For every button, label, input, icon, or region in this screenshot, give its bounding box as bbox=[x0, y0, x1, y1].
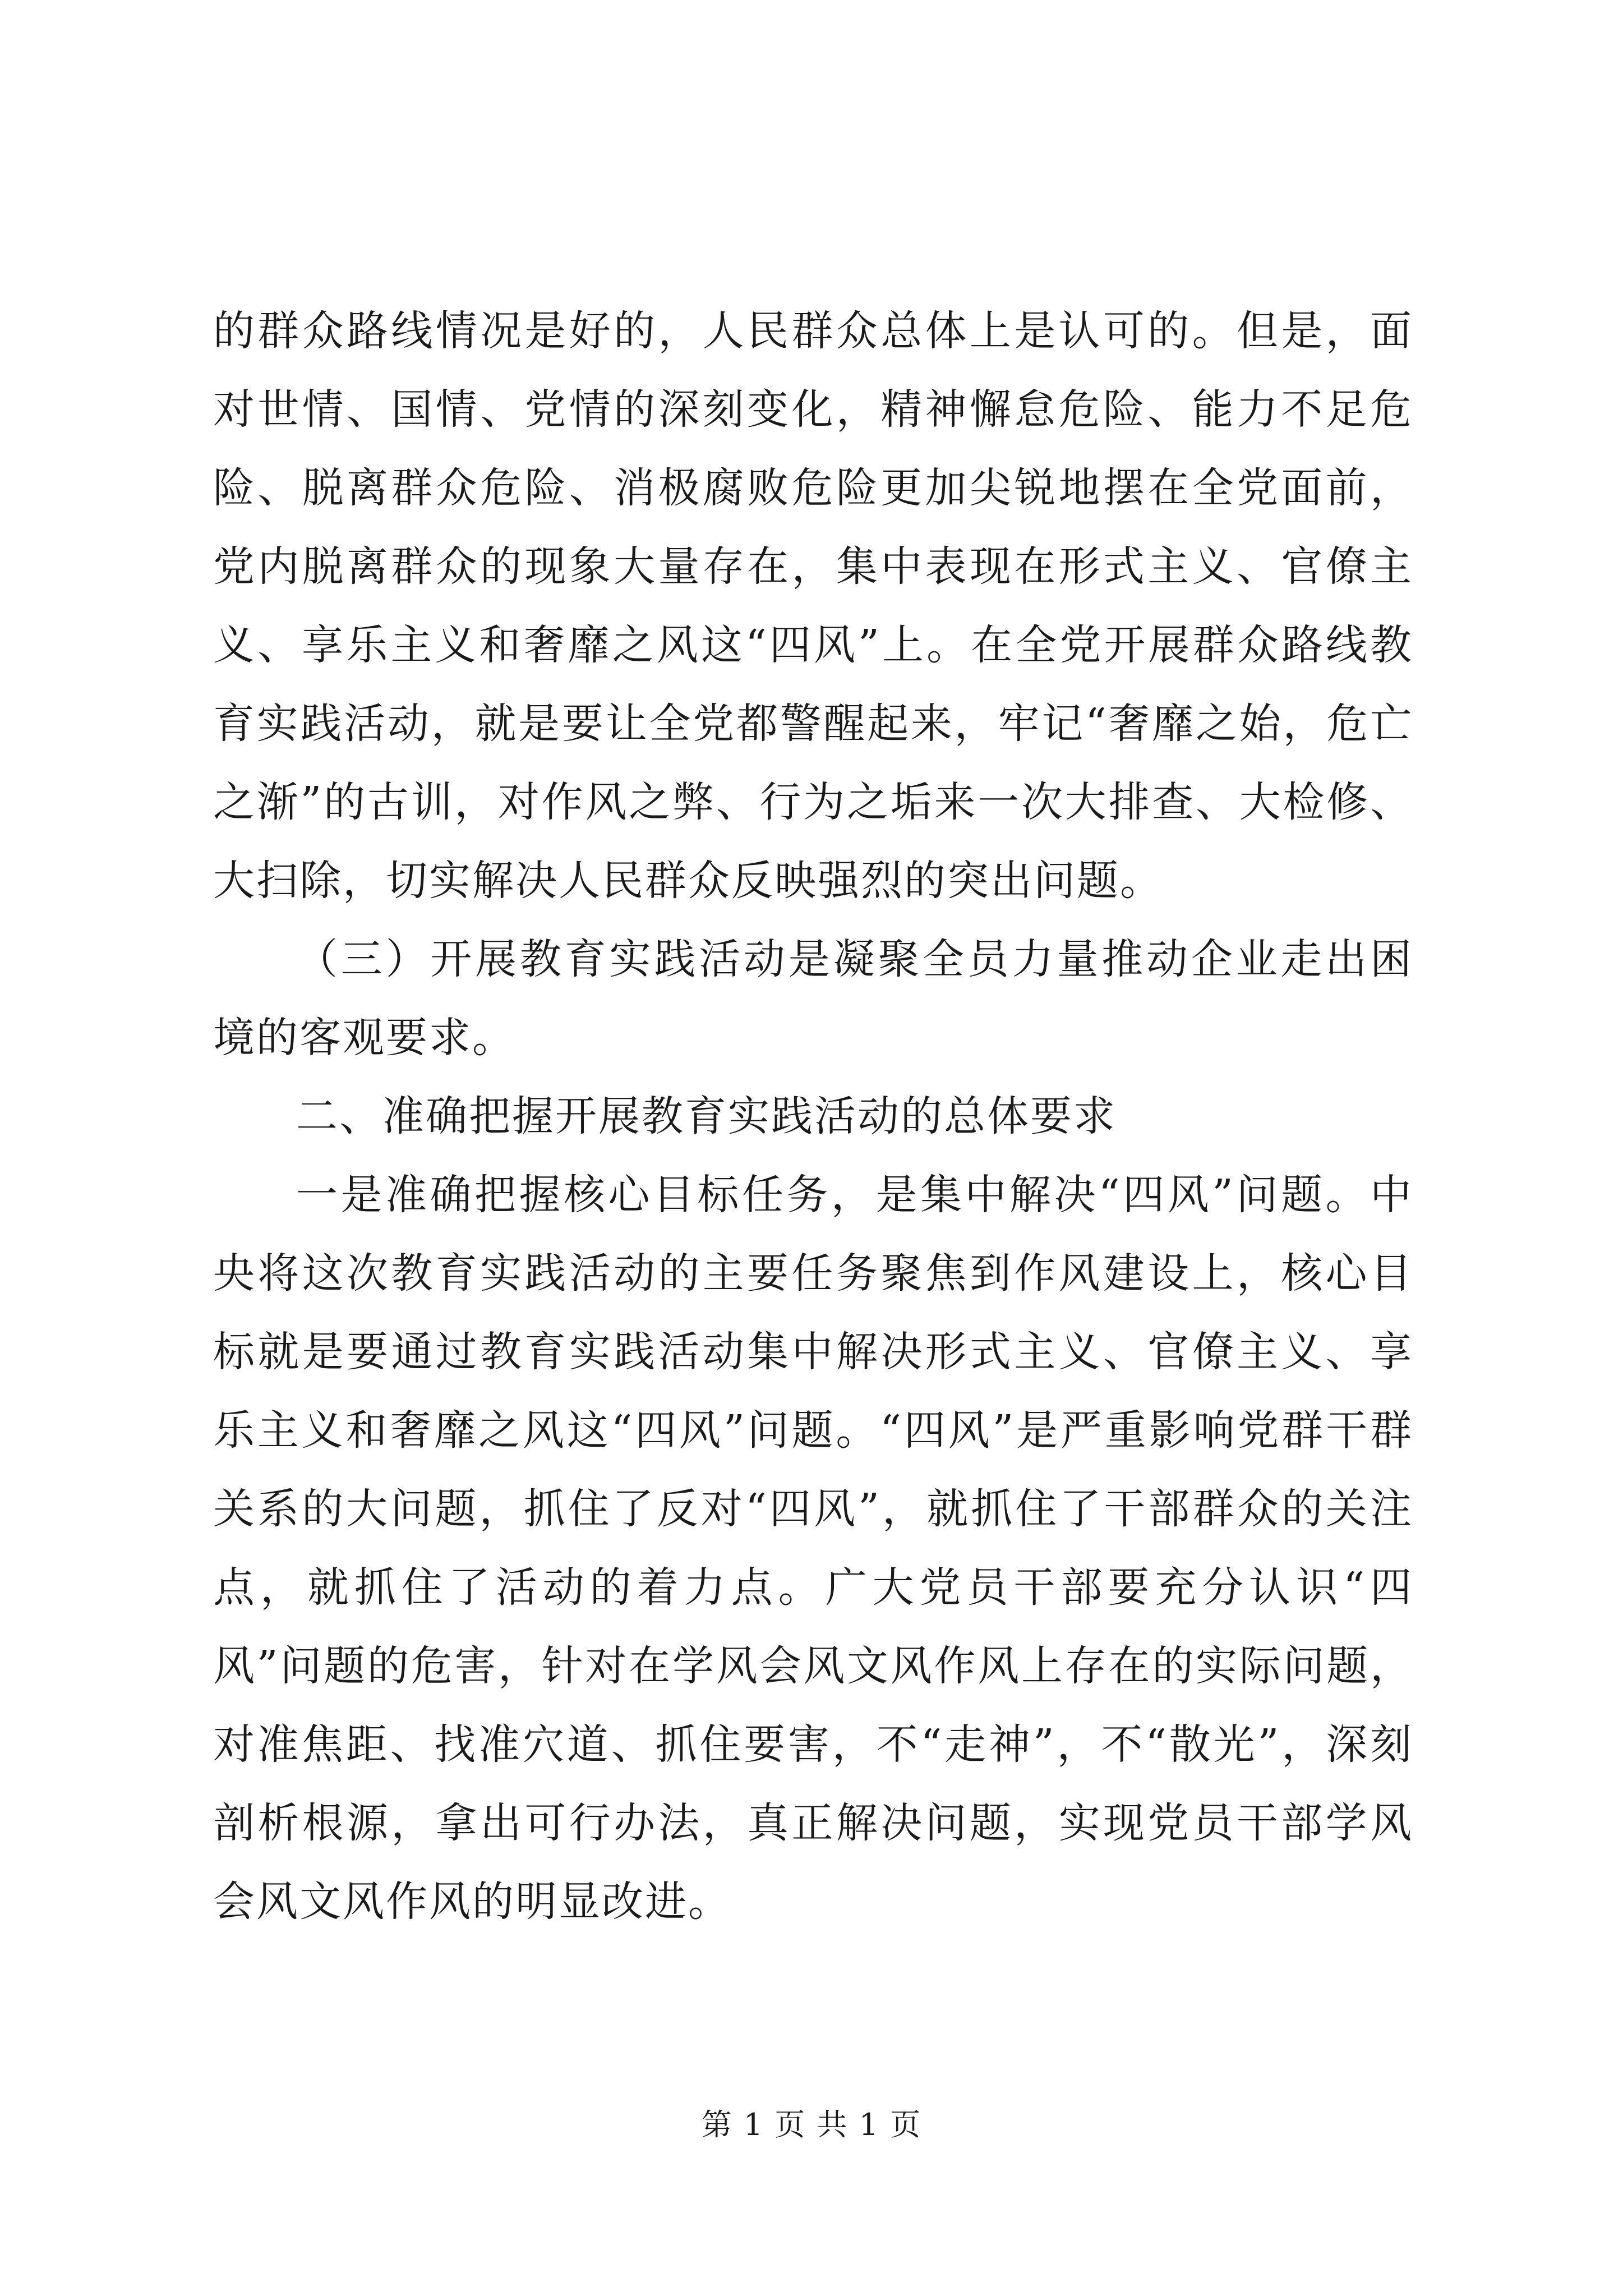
heading-section-two: 二、准确把握开展教育实践活动的总体要求 bbox=[296, 1092, 1117, 1140]
page-footer: 第 1 页 共 1 页 bbox=[701, 2107, 922, 2142]
document-body bbox=[213, 292, 1413, 1941]
paragraph-core-target: 一是准确把握核心目标任务，是集中解决“四风”问题。中央将这次教育实践活动的主要任务聚焦到作风建设上，核心目标就是要通过教育实践活动集中解决形式主义、官僚主义、享乐主义和奢靡之风这“四风”问题。“四风”是严重影响党群干群关系的大问题，抓住了反对“四风”，就抓住了干部群众的关注点，就抓住了活动的着力点。广大党员干部要充分认识“四风”问题的危害，针对在学风会风文风作风上存在的实际问题，对准焦距、找准穴道、抓住要害，不“走神”，不“散光”，深刻剖析根源，拿出可行办法，真正解决问题，实现党员干部学风会风文风作风的明显改进。 bbox=[213, 1171, 1413, 1926]
paragraph-continued: 的群众路线情况是好的，人民群众总体上是认可的。但是，面对世情、国情、党情的深刻变化，精神懈怠危险、能力不足危险、脱离群众危险、消极腐败危险更加尖锐地摆在全党面前，党内脱离群众的现象大量存在，集中表现在形式主义、官僚主义、享乐主义和奢靡之风这“四风”上。在全党开展群众路线教育实践活动，就是要让全党都警醒起来，牢记“奢靡之始，危亡之渐”的古训，对作风之弊、行为之垢来一次大排查、大检修、大扫除，切实解决人民群众反映强烈的突出问题。 bbox=[213, 307, 1413, 905]
paragraph-section-three: （三）开展教育实践活动是凝聚全员力量推动企业走出困境的客观要求。 bbox=[213, 935, 1413, 1062]
